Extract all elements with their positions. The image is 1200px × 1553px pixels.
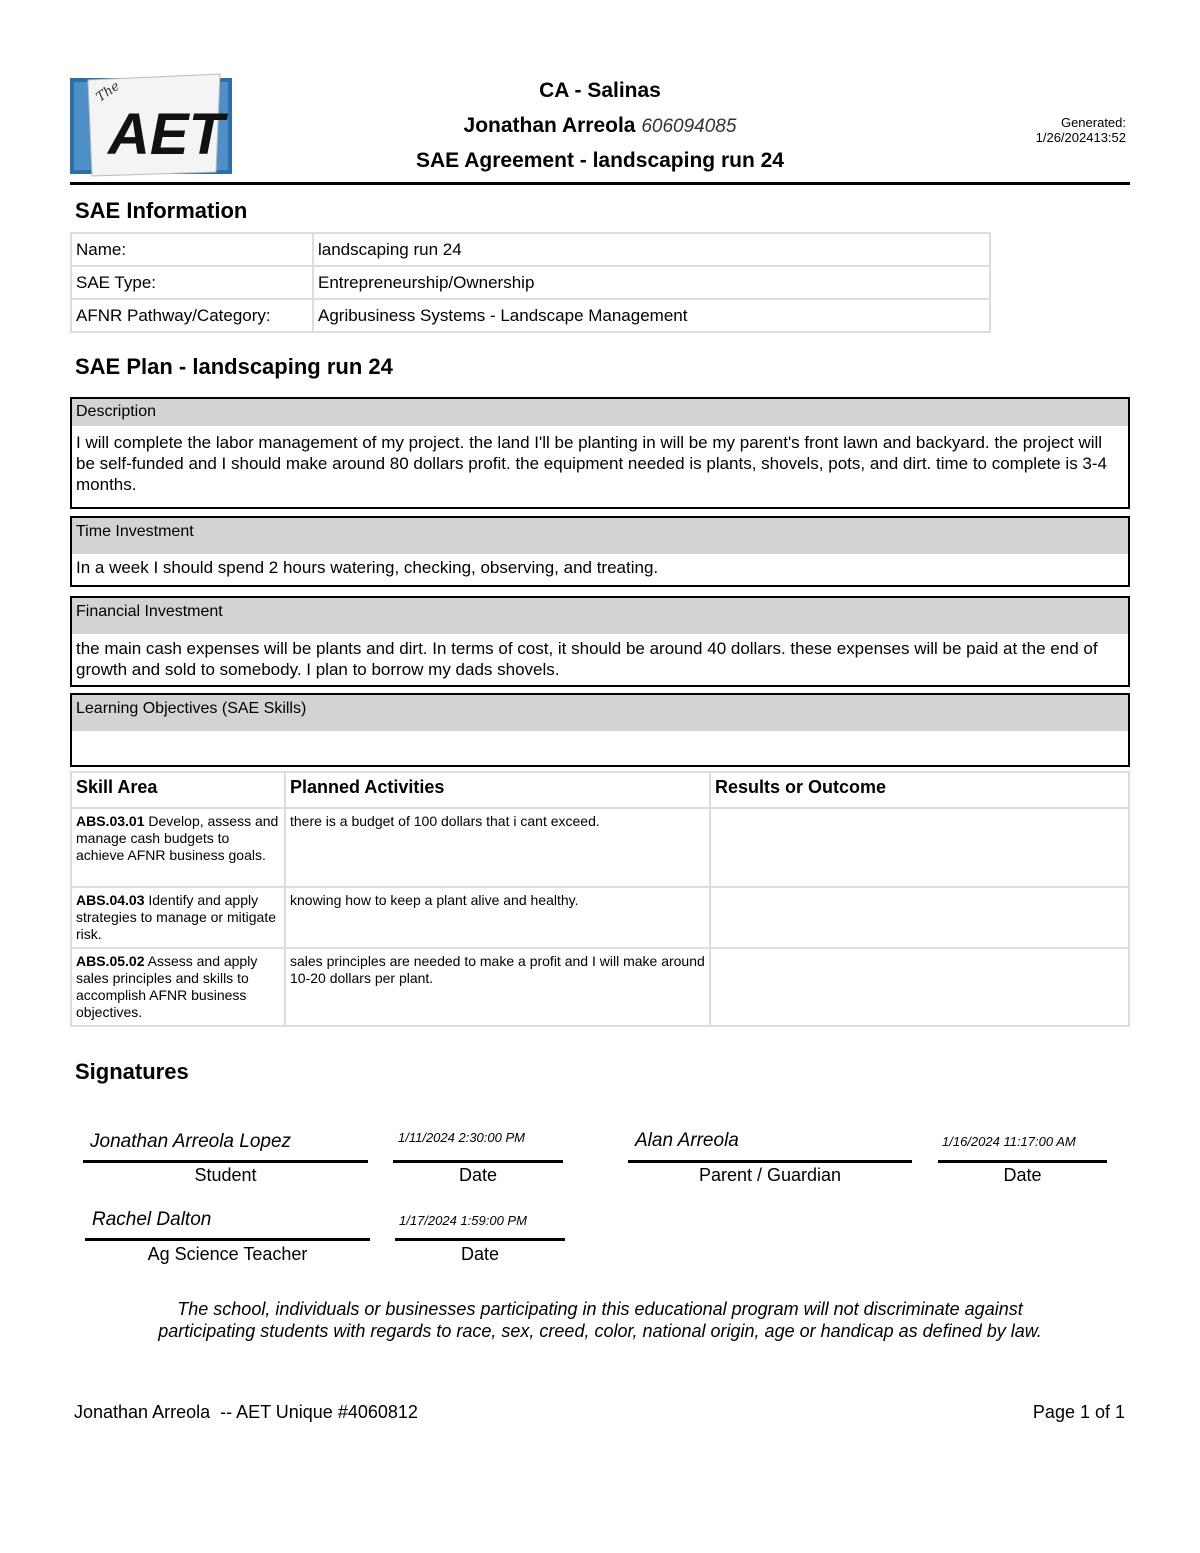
learning-objectives-block [70,693,1130,767]
skill-description: Develop, assess and manage cash budgets to achieve AFNR business goals. [76,813,279,863]
student-name: Jonathan Arreola [463,114,636,137]
student-signature: Jonathan Arreola Lopez [90,1131,292,1152]
planned-activity-cell: knowing how to keep a plant alive and healthy. [285,887,710,948]
table-row [71,299,990,332]
table-row [71,233,990,266]
skill-description: Assess and apply sales principles and skills to accomplish AFNR business objectives. [76,953,258,1020]
table-row [71,808,1129,887]
skill-area-cell [71,887,285,948]
teacher-date-label: Date [460,1244,500,1264]
skill-code: ABS.04.03 [76,892,145,908]
teacher-sign-date: 1/17/2024 1:59:00 PM [399,1213,527,1228]
parent-date-line [938,1160,1107,1163]
svg-text:AET: AET [108,102,224,167]
column-header: Skill Area [71,772,285,808]
sae-info-heading: SAE Information [75,198,248,223]
table-row [71,887,1129,948]
teacher-date-line [395,1238,565,1241]
parent-role-label: Parent / Guardian [698,1165,842,1185]
page-number: Page 1 of 1 [1032,1402,1125,1422]
organization-name: CA - Salinas [539,79,661,102]
outcome-cell [710,808,1129,887]
time-investment-block [70,516,1130,587]
learning-objectives-text [72,731,1128,741]
info-label: SAE Type: [71,266,313,299]
student-date-label: Date [458,1165,498,1185]
description-text: I will complete the labor management of my project. the land I'll be planting in will be my parent's front lawn and backyard. the project will be self-funded and I should make around 80 dollars profit. the equipment needed is plants, shovels, pots, and dirt. time to complete is 3-4 months. [76,433,1107,494]
parent-sign-date: 1/16/2024 11:17:00 AM [942,1134,1076,1149]
learning-objectives-label: Learning Objectives (SAE Skills) [72,695,1128,731]
generated-timestamp [1036,115,1126,145]
student-sign-date: 1/11/2024 2:30:00 PM [398,1130,525,1145]
outcome-cell [710,948,1129,1026]
signatures-heading: Signatures [75,1059,189,1084]
column-header: Results or Outcome [710,772,1129,808]
parent-date-label: Date [1003,1165,1042,1185]
header-divider [70,182,1130,185]
footer-student-id: Jonathan Arreola -- AET Unique #4060812 [74,1402,418,1422]
time-investment-text: In a week I should spend 2 hours watering, checking, observing, and treating. [76,558,659,577]
description-block [70,397,1130,509]
student-role-label: Student [194,1165,257,1185]
disclaimer-line: The school, individuals or businesses participating in this educational program will not discriminate against [177,1299,1023,1319]
description-label: Description [72,399,1128,426]
generated-value: 1/26/202413:52 [1035,130,1126,145]
student-signature-line [83,1160,368,1163]
skill-code: ABS.03.01 [76,813,145,829]
column-header: Planned Activities [285,772,710,808]
parent-signature: Alan Arreola [635,1130,739,1151]
skill-area-cell [71,808,285,887]
disclaimer-line: participating students with regards to race, sex, creed, color, national origin, age or handicap as defined by law. [158,1321,1042,1341]
info-label: Name: [71,233,313,266]
student-header [0,114,1200,138]
sae-plan-heading: SAE Plan - landscaping run 24 [75,354,393,379]
teacher-signature: Rachel Dalton [92,1209,212,1230]
student-id: 606094085 [641,116,737,137]
outcome-cell [710,887,1129,948]
financial-investment-text: the main cash expenses will be plants and dirt. In terms of cost, it should be around 40 dollars. these expenses will be paid at the end of growth and sold to somebody. I plan to borrow my dads shovels. [76,639,1098,679]
sae-info-table [70,232,991,333]
table-row [71,266,990,299]
svg-text:The: The [93,78,123,106]
teacher-signature-line [85,1238,370,1241]
student-date-line [393,1160,563,1163]
parent-signature-line [628,1160,912,1163]
non-discrimination-statement [0,1298,1200,1342]
table-header-row [71,772,1129,808]
skill-area-cell [71,948,285,1026]
time-investment-label: Time Investment [72,518,1128,554]
financial-investment-label: Financial Investment [72,598,1128,634]
generated-label: Generated: [1060,115,1126,130]
financial-investment-block [70,596,1130,687]
info-label: AFNR Pathway/Category: [71,299,313,332]
table-row [71,948,1129,1026]
info-value: Entrepreneurship/Ownership [313,266,990,299]
skill-description: Identify and apply strategies to manage or mitigate risk. [76,892,276,942]
planned-activity-cell: sales principles are needed to make a profit and I will make around 10-20 dollars per plant. [285,948,710,1026]
info-value: Agribusiness Systems - Landscape Management [313,299,990,332]
teacher-role-label: Ag Science Teacher [147,1244,308,1264]
document-title: SAE Agreement - landscaping run 24 [416,149,784,172]
planned-activity-cell: there is a budget of 100 dollars that i cant exceed. [285,808,710,887]
skill-code: ABS.05.02 [76,953,145,969]
info-value: landscaping run 24 [313,233,990,266]
skills-table [70,771,1130,1027]
